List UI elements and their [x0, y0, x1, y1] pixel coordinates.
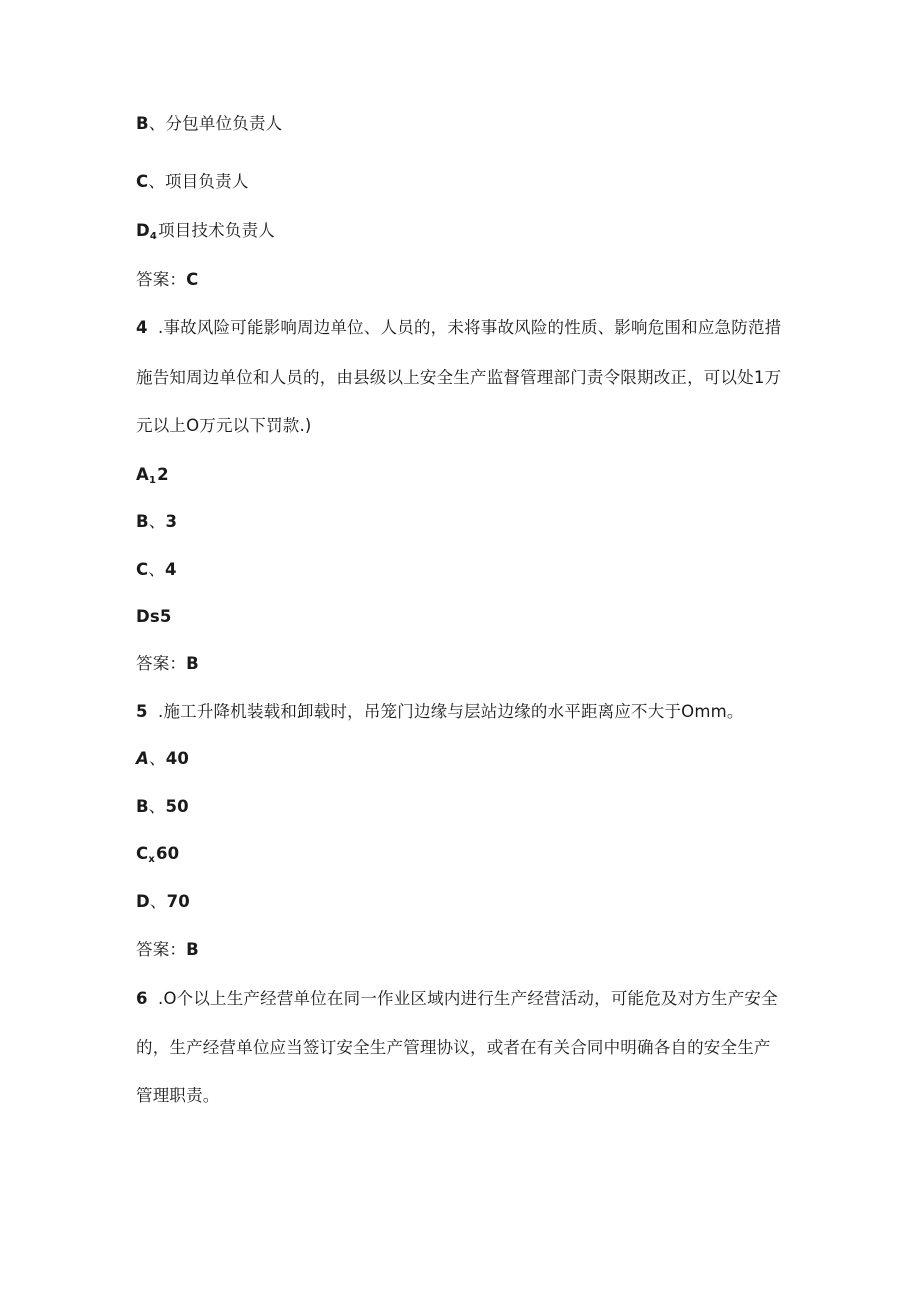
question-6-line-1 — [136, 988, 778, 1010]
option-separator: 、 — [148, 512, 166, 531]
question-number: 6 — [136, 989, 148, 1008]
answer-value: B — [186, 654, 199, 673]
option-a — [136, 748, 189, 770]
option-d — [136, 606, 172, 628]
option-d — [136, 220, 275, 245]
option-separator: 、 — [148, 749, 166, 768]
option-text: 60 — [155, 844, 180, 863]
option-letter: Ds5 — [136, 607, 172, 626]
question-number: 5 — [136, 702, 148, 721]
answer-line — [136, 653, 199, 675]
option-b — [136, 113, 282, 135]
option-letter: B — [136, 512, 149, 531]
option-c — [136, 171, 249, 193]
answer-line — [136, 939, 199, 961]
option-text: 分包单位负责人 — [165, 114, 283, 133]
option-subscript: x — [148, 854, 155, 865]
question-text: 元以上O万元以下罚款.) — [136, 416, 312, 435]
question-6-line-2 — [136, 1037, 771, 1059]
option-text: 4 — [165, 560, 177, 579]
option-letter: D — [136, 892, 150, 911]
option-text: 70 — [166, 892, 190, 911]
answer-label: 答案： — [136, 654, 187, 673]
question-4-line-1 — [136, 317, 781, 339]
answer-label: 答案： — [136, 270, 187, 289]
option-letter: C — [136, 172, 149, 191]
question-text: .事故风险可能影响周边单位、人员的，未将事故风险的性质、影响危围和应急防范措 — [158, 318, 782, 337]
option-separator: 、 — [148, 560, 166, 579]
option-letter: B — [136, 114, 149, 133]
question-text: .O个以上生产经营单位在同一作业区域内进行生产经营活动，可能危及对方生产安全 — [158, 989, 778, 1008]
option-a — [136, 464, 169, 489]
option-subscript: 4 — [149, 231, 158, 242]
option-separator: 、 — [149, 892, 167, 911]
question-text: 管理职责。 — [136, 1086, 220, 1105]
answer-line — [136, 269, 198, 291]
option-separator: 、 — [148, 114, 166, 133]
option-text: 项目技术负责人 — [158, 221, 275, 240]
option-subscript: 1 — [148, 475, 157, 486]
option-text: 3 — [165, 512, 178, 531]
option-letter: C — [136, 560, 149, 579]
question-text: .施工升降机装载和卸载时，吊笼门边缘与层站边缘的水平距离应不大于Omm。 — [158, 702, 744, 721]
question-4-line-3 — [136, 415, 312, 437]
option-c — [136, 559, 177, 581]
question-text: 的，生产经营单位应当签订安全生产管理协议，或者在有关合同中明确各自的安全生产 — [136, 1038, 771, 1057]
option-b — [136, 796, 189, 818]
option-letter: B — [136, 797, 149, 816]
option-c — [136, 843, 179, 868]
option-letter: D — [136, 221, 150, 240]
question-5-line-1 — [136, 701, 744, 723]
answer-label: 答案： — [136, 940, 187, 959]
option-text: 50 — [165, 797, 189, 816]
question-4-line-2 — [136, 367, 781, 389]
option-separator: 、 — [148, 172, 166, 191]
option-letter: A — [136, 749, 149, 768]
option-letter: A — [136, 465, 149, 484]
answer-value: C — [186, 270, 199, 289]
option-d — [136, 891, 190, 913]
question-6-line-3 — [136, 1085, 220, 1107]
question-number: 4 — [136, 318, 148, 337]
option-separator: 、 — [148, 797, 166, 816]
option-b — [136, 511, 177, 533]
option-text: 40 — [165, 749, 190, 768]
option-text: 2 — [157, 465, 169, 484]
option-text: 项目负责人 — [165, 172, 249, 191]
answer-value: B — [186, 940, 199, 959]
option-letter: C — [136, 844, 149, 863]
question-text: 施告知周边单位和人员的，由县级以上安全生产监督管理部门责令限期改正，可以处1万 — [136, 368, 782, 387]
